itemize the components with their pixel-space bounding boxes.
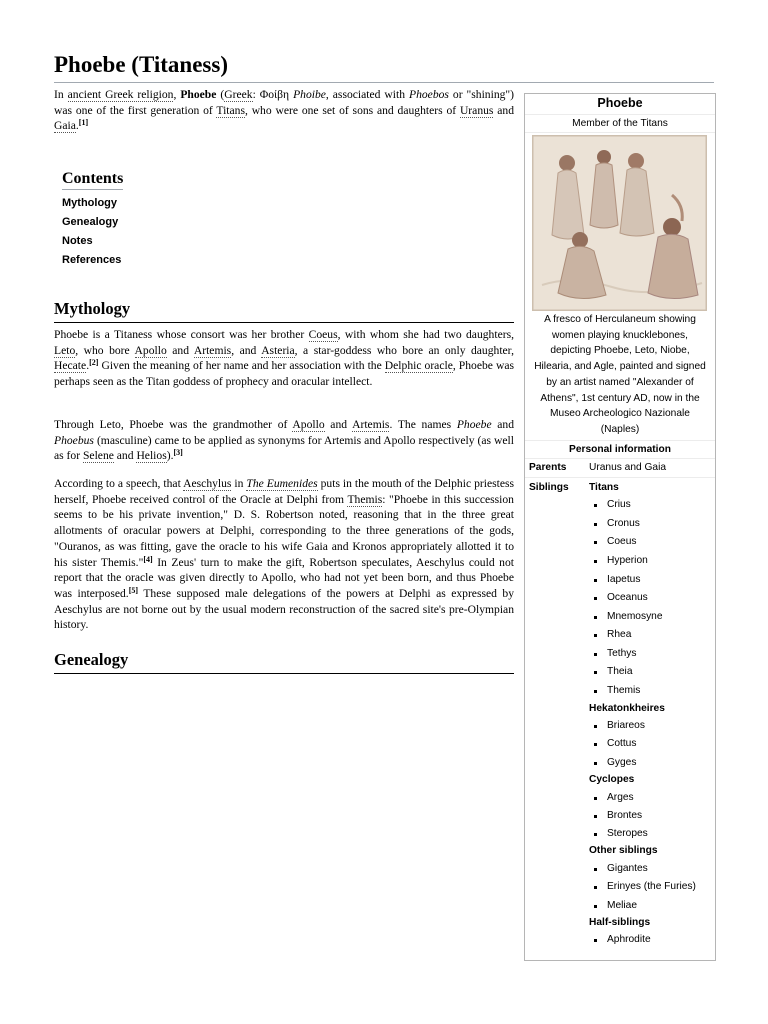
link-asteria[interactable]: Asteria <box>261 343 295 357</box>
fresco-image[interactable] <box>532 135 707 311</box>
siblings-label: Siblings <box>529 481 569 493</box>
infobox-subtitle: Member of the Titans <box>525 114 715 133</box>
sibling-erinyes[interactable]: Erinyes (the Furies) <box>589 878 715 896</box>
sibling-iapetus[interactable]: Iapetus <box>589 571 715 590</box>
sibling-aphrodite[interactable]: Aphrodite <box>589 931 715 949</box>
toc-item-genealogy[interactable]: Genealogy <box>62 216 119 228</box>
personal-information-header: Personal information <box>525 440 715 459</box>
link-hecate[interactable]: Hecate <box>54 359 87 373</box>
sibling-themis[interactable]: Themis <box>589 682 715 701</box>
ref-4[interactable]: [4] <box>143 554 153 564</box>
ref-3[interactable]: [3] <box>173 448 183 458</box>
heading-genealogy: Genealogy <box>54 649 514 674</box>
sibling-rhea[interactable]: Rhea <box>589 626 715 645</box>
sibling-cottus[interactable]: Cottus <box>589 735 715 753</box>
parents-row <box>525 459 715 478</box>
link-gaia[interactable]: Gaia <box>54 119 76 133</box>
sibling-brontes[interactable]: Brontes <box>589 807 715 825</box>
parents-value[interactable]: Uranus and Gaia <box>589 461 667 473</box>
ref-1[interactable]: [1] <box>78 118 89 128</box>
ref-5[interactable]: [5] <box>128 585 139 595</box>
link-titans[interactable]: Titans <box>216 103 245 117</box>
group-half-siblings-header: Half-siblings <box>589 916 651 928</box>
sibling-gyges[interactable]: Gyges <box>589 754 715 772</box>
link-apollo-2[interactable]: Apollo <box>292 418 325 431</box>
sibling-coeus[interactable]: Coeus <box>589 533 715 552</box>
toc-item-mythology[interactable]: Mythology <box>62 197 117 209</box>
mythology-paragraph-2: Through Leto, Phoebe was the grandmother of Apollo and Artemis. The names Phoebe and Phoebus (masculine) came to be applied as synonyms for Artemis and Apollo respectively (as well as for Selene and Helios).[3] <box>54 418 515 463</box>
sibling-arges[interactable]: Arges <box>589 789 715 807</box>
mythology-paragraph-3: According to a speech, that Aeschylus in The Eumenides puts in the mouth of the Delphic priestess herself, Phoebe received control of the Oracle at Delphi from Themis: "Phoebe in this succession seems to be his private invention," D. S. Robertson noted, reasoning that in the three great allotments of oracular powers at Delphi, corresponding to the three generations of the gods, "Ouranos, as was fitting, gave the oracle to his wife Gaia and Kronos appropriately allotted it to his sister Themis."[4] In Zeus' turn to make the gift, Robertson speculates, Aeschylus could not report that the oracle was given directly to Apollo, who had not yet been born, and thus Phoebe was interposed.[5] These supposed male delegations of the powers at Delphi as expressed by Aeschylus are not borne out by the usual modern reconstruction of the sacred site's pre-Olympian history. <box>54 477 515 632</box>
infobox-caption: A fresco of Herculaneum showing women playing knucklebones, depicting Phoebe, Leto, Niobe, Hilearia, and Agle, painted and signed by an artist named "Alexander of Athens", 1st century AD, now in the Museo Archeologico Nazionale (Naples) <box>534 314 706 435</box>
link-coeus[interactable]: Coeus <box>308 328 338 341</box>
link-apollo[interactable]: Apollo <box>134 343 167 357</box>
group-other-siblings-header: Other siblings <box>589 845 658 857</box>
group-hekatonkheires-header: Hekatonkheires <box>589 702 665 714</box>
heading-mythology: Mythology <box>54 298 514 323</box>
link-leto[interactable]: Leto <box>54 343 76 357</box>
intro-paragraph: In ancient Greek religion, Phoebe (Greek: Φοίβη Phoibe, associated with Phoebos or "shining") was one of the first generation of Titans, who were one set of sons and daughters of Uranus and Gaia.[1] <box>54 88 515 133</box>
sibling-oceanus[interactable]: Oceanus <box>589 589 715 608</box>
page-title: Phoebe (Titaness) <box>54 50 714 83</box>
sibling-gigantes[interactable]: Gigantes <box>589 860 715 878</box>
sibling-crius[interactable]: Crius <box>589 496 715 515</box>
link-delphic-oracle[interactable]: Delphic oracle <box>384 359 453 373</box>
link-the-eumenides[interactable]: The Eumenides <box>246 477 318 490</box>
sibling-meliae[interactable]: Meliae <box>589 897 715 915</box>
sibling-briareos[interactable]: Briareos <box>589 717 715 735</box>
link-uranus[interactable]: Uranus <box>459 103 494 117</box>
link-artemis-2[interactable]: Artemis <box>352 418 390 431</box>
toc-item-references[interactable]: References <box>62 254 122 266</box>
group-cyclopes-header: Cyclopes <box>589 774 635 786</box>
siblings-row <box>525 478 715 950</box>
sibling-steropes[interactable]: Steropes <box>589 825 715 843</box>
link-ancient-greek-religion[interactable]: ancient Greek religion <box>67 88 174 101</box>
link-artemis[interactable]: Artemis <box>193 343 232 357</box>
sibling-hyperion[interactable]: Hyperion <box>589 552 715 571</box>
link-selene[interactable]: Selene <box>82 449 114 463</box>
link-helios[interactable]: Helios <box>136 449 167 463</box>
sibling-tethys[interactable]: Tethys <box>589 645 715 664</box>
link-greek[interactable]: Greek <box>224 88 253 101</box>
infobox-title: Phoebe <box>597 96 643 110</box>
infobox <box>524 93 716 961</box>
table-of-contents <box>62 170 262 270</box>
mythology-paragraph-1: Phoebe is a Titaness whose consort was her brother Coeus, with whom she had two daughters, Leto, who bore Apollo and Artemis, and Asteria, a star-goddess who bore an only daughter, Hecate.[2] Given the meaning of her name and her association with the Delphic oracle, Phoebe was perhaps seen as the Titan goddess of prophecy and oracular intellect. <box>54 328 514 389</box>
toc-item-notes[interactable]: Notes <box>62 235 93 247</box>
ref-2[interactable]: [2] <box>89 358 99 368</box>
parents-label: Parents <box>529 461 567 473</box>
sibling-theia[interactable]: Theia <box>589 663 715 682</box>
link-aeschylus[interactable]: Aeschylus <box>183 477 232 490</box>
sibling-mnemosyne[interactable]: Mnemosyne <box>589 608 715 627</box>
link-themis[interactable]: Themis <box>347 492 383 506</box>
group-titans-header: Titans <box>589 481 619 493</box>
sibling-cronus[interactable]: Cronus <box>589 515 715 534</box>
contents-title: Contents <box>62 170 123 190</box>
